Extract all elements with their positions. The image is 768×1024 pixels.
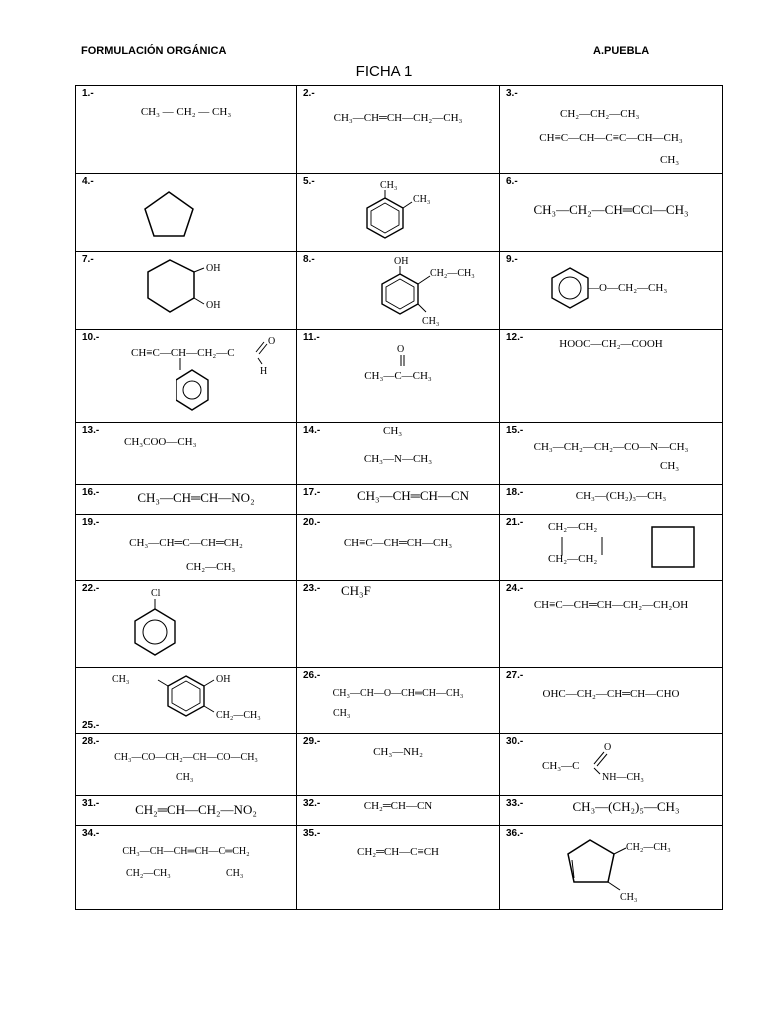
formula: OHC—CH₂—CH═CH—CHO [542, 688, 680, 701]
cell-number: 12.- [506, 331, 524, 343]
cell-number: 23.- [303, 583, 321, 595]
doc-header-right: A.PUEBLA [593, 45, 650, 57]
formula: —O—CH₂—CH₃ [588, 281, 668, 294]
cell-6 [500, 173, 723, 251]
ring-bottom: CH₂—CH₂ [548, 552, 598, 565]
cell-32 [297, 795, 500, 825]
substituent-1: CH₃ [380, 179, 398, 191]
substituent-bottom: CH₃ [660, 459, 680, 472]
formula: CH₃—CO—CH₂—CH—CO—CH₃ [114, 752, 258, 763]
formula: CH≡C—CH═CH—CH₃ [343, 536, 453, 549]
substituent-1: OH [394, 255, 409, 267]
cyclohexanediol-structure [144, 256, 244, 326]
formula: CH≡C—CH—C≡C—CH—CH₃ [539, 132, 683, 144]
substituent-bottom: CH₃ [176, 772, 194, 783]
cell-number: 33.- [506, 797, 524, 809]
cell-2 [297, 86, 500, 174]
cell-1 [76, 86, 297, 174]
substituent-bottom-2: CH₃ [226, 868, 244, 879]
cell-number: 4.- [82, 175, 94, 187]
cell-number: 26.- [303, 670, 321, 682]
cell-4 [76, 173, 297, 251]
cell-28 [76, 734, 297, 796]
cell-number: 16.- [82, 487, 100, 499]
cell-number: 28.- [82, 736, 100, 747]
formula: CH₃ — CH₂ — CH₃ [140, 106, 232, 118]
xylene-structure [357, 178, 447, 246]
cell-number: 29.- [303, 736, 321, 747]
cell-10 [76, 329, 297, 422]
formula: HOOC—CH₂—COOH [559, 337, 663, 350]
formula: CH₂═CH—CH₂—NO₂ [135, 801, 257, 817]
cell-number: 19.- [82, 516, 100, 528]
exercise-table [75, 85, 723, 910]
cell-number: 31.- [82, 797, 100, 809]
cell-29 [297, 734, 500, 796]
substituent-3: CH₂—CH₃ [216, 710, 261, 722]
formula: CH₃—CH—O—CH═CH—CH₃ [332, 688, 464, 700]
cell-16 [76, 485, 297, 514]
substituent-bottom: CH₃ [660, 154, 680, 166]
cell-23 [297, 581, 500, 668]
formula: CH₃—CH═CH—CH₂—CH₃ [333, 112, 463, 124]
cell-14 [297, 422, 500, 485]
cell-12 [500, 329, 723, 422]
cell-number: 25.- [82, 720, 100, 731]
cell-number: 34.- [82, 828, 100, 839]
formula: CH₂═CH—C≡CH [356, 846, 439, 858]
formula: CH₂═CH—CN [363, 799, 433, 812]
cell-number: 7.- [82, 253, 94, 265]
cell-7 [76, 251, 297, 329]
formula: CH≡C—CH—CH₂—C [131, 346, 235, 359]
amine-group: NH—CH₃ [602, 772, 644, 783]
substituent-top: CH₂—CH₂—CH₃ [560, 108, 640, 120]
cell-number: 6.- [506, 175, 518, 187]
formula: CH≡C—CH═CH—CH₂—CH₂OH [533, 599, 689, 612]
cell-20 [297, 514, 500, 581]
cell-11 [297, 329, 500, 422]
formula: CH₃—NH₂ [373, 746, 423, 758]
formula: CH₃F [341, 583, 371, 599]
cell-31 [76, 795, 297, 825]
cell-9 [500, 251, 723, 329]
formula: CH₃—CH₂—CH₂—CO—N—CH₃ [533, 440, 689, 453]
substituent-2: OH [206, 299, 221, 311]
ring-top: CH₂—CH₂ [548, 520, 598, 533]
cell-30 [500, 734, 723, 796]
doc-header-left: FORMULACIÓN ORGÁNICA [81, 45, 227, 57]
amide-group [584, 738, 694, 788]
hydrogen-label: H [260, 365, 268, 377]
cell-number: 32.- [303, 797, 321, 809]
cell-number: 5.- [303, 175, 315, 187]
formula: CH₃—CH—CH═CH—C═CH₂ [122, 846, 250, 857]
cell-number: 8.- [303, 253, 315, 265]
cell-18 [500, 485, 723, 514]
cell-number: 20.- [303, 516, 321, 528]
cell-number: 11.- [303, 331, 320, 343]
substituent-1: CH₃ [112, 674, 130, 686]
formula: CH₃COO—CH₃ [124, 435, 197, 448]
cell-35 [297, 826, 500, 910]
cell-21 [500, 514, 723, 581]
cell-24 [500, 581, 723, 668]
cell-33 [500, 795, 723, 825]
chlorobenzene-structure [131, 585, 191, 665]
substituent-bottom: CH₂—CH₃ [186, 560, 236, 573]
cell-22 [76, 581, 297, 668]
cyclobutane-square [650, 525, 698, 571]
page-title: FICHA 1 [355, 63, 413, 80]
phenol-substituted-structure [106, 668, 286, 732]
cell-number: 18.- [506, 487, 524, 499]
cell-number: 13.- [82, 424, 100, 436]
cell-number: 3.- [506, 88, 518, 99]
cell-27 [500, 668, 723, 734]
formula: CH₃—(CH₂)₅—CH₃ [572, 798, 680, 814]
cell-number: 1.- [82, 88, 94, 99]
cell-13 [76, 422, 297, 485]
formula: CH₃—C—CH₃ [364, 369, 432, 382]
cell-number: 10.- [82, 331, 100, 343]
cell-number: 17.- [303, 487, 321, 499]
formula: CH₃—C [542, 760, 580, 772]
cell-26 [297, 668, 500, 734]
cell-number: 2.- [303, 88, 315, 99]
formula: CH₃—CH═C—CH═CH₂ [129, 536, 243, 549]
substituent-1: Cl [151, 588, 161, 600]
benzene-ring [550, 266, 590, 310]
cell-17 [297, 485, 500, 514]
cell-5 [297, 173, 500, 251]
cell-number: 24.- [506, 583, 524, 595]
formula: CH₃—CH═CH—CN [357, 488, 469, 504]
oxygen-label: O [604, 742, 612, 753]
formula: CH₃—(CH₂)₃—CH₃ [575, 490, 667, 503]
cell-34 [76, 826, 297, 910]
substituent-2: CH₃ [413, 193, 431, 205]
cell-number: 15.- [506, 424, 524, 436]
cell-8 [297, 251, 500, 329]
cell-number: 30.- [506, 736, 524, 747]
substituent-1: OH [206, 262, 221, 274]
formula: CH₃—N—CH₃ [363, 452, 433, 465]
cell-number: 22.- [82, 583, 100, 595]
cell-number: 21.- [506, 516, 524, 528]
aldehyde-group-and-ring [176, 334, 286, 418]
oxygen-label: O [268, 335, 276, 347]
formula: CH₃—CH₂—CH═CCl—CH₃ [533, 201, 689, 217]
substituent-bottom-1: CH₂—CH₃ [126, 868, 171, 879]
substituent-2: OH [216, 674, 231, 686]
substituent-top: CH₃ [383, 424, 403, 437]
cell-number: 35.- [303, 828, 321, 839]
substituent-1: CH₂—CH₃ [626, 842, 671, 853]
substituent-bottom: CH₃ [333, 708, 351, 720]
cell-number: 27.- [506, 670, 524, 682]
cell-number: 9.- [506, 253, 518, 265]
cyclopentene-structure [560, 830, 710, 906]
substituent-2: CH₃ [620, 892, 638, 903]
phenol-structure [372, 252, 492, 328]
substituent-2: CH₂—CH₃ [430, 267, 475, 279]
cell-19 [76, 514, 297, 581]
oxygen-label: O [397, 343, 405, 355]
cell-15 [500, 422, 723, 485]
cell-number: 36.- [506, 828, 524, 839]
cell-3 [500, 86, 723, 174]
cyclopentane-ring [141, 188, 197, 240]
carbonyl-group [393, 342, 413, 368]
formula: CH₃—CH═CH—NO₂ [137, 490, 255, 506]
cell-25 [76, 668, 297, 734]
cell-36 [500, 826, 723, 910]
substituent-3: CH₃ [422, 315, 440, 327]
cell-number: 14.- [303, 424, 321, 436]
